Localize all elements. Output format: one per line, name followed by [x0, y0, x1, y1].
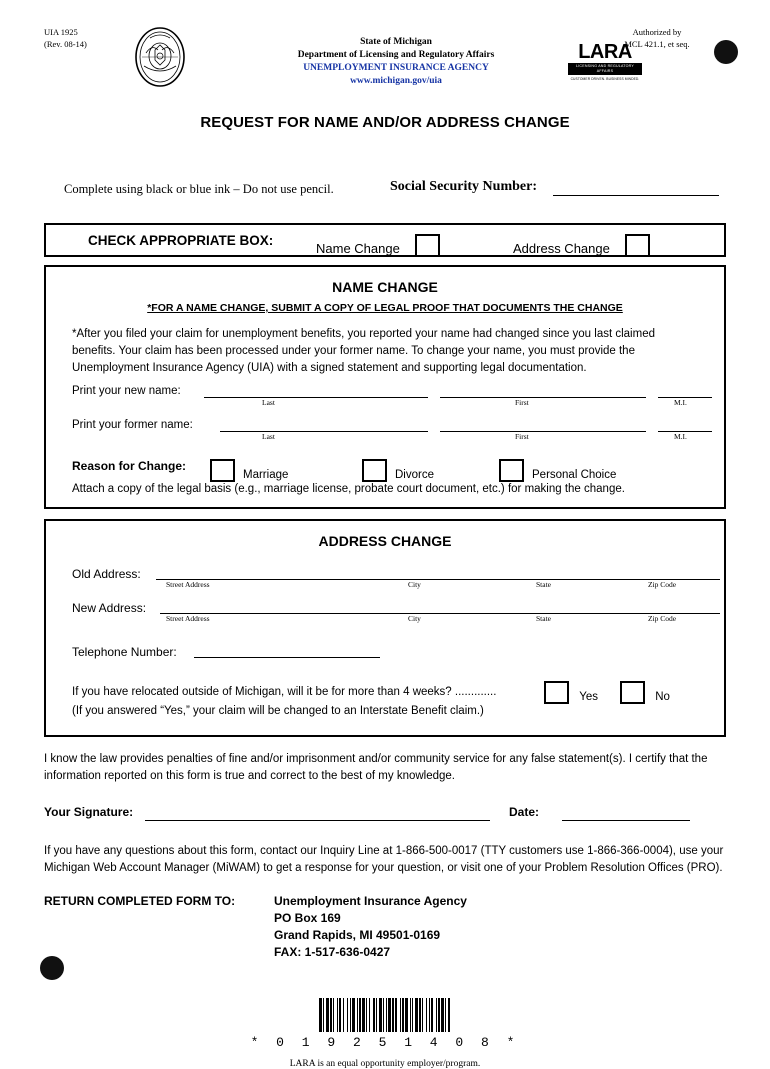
lara-tagline-1: LICENSING AND REGULATORY AFFAIRS [568, 63, 642, 75]
caption-last-2: Last [262, 432, 275, 441]
return-address-row [44, 893, 726, 961]
personal-choice-checkbox[interactable] [499, 459, 524, 482]
return-address-line-3: Grand Rapids, MI 49501-0169 [274, 928, 441, 942]
caption-first: First [515, 398, 529, 407]
barcode-icon [319, 998, 451, 1032]
reason-option-marriage[interactable] [210, 459, 288, 482]
agency-website[interactable]: www.michigan.gov/uia [350, 76, 442, 86]
scan-marker-bottom-left-icon [40, 956, 64, 980]
relocation-yes-checkbox[interactable] [544, 681, 569, 704]
relocation-question-row [72, 683, 710, 723]
address-change-section [44, 519, 726, 737]
form-number: UIA 1925 [44, 27, 78, 37]
caption-street-old: Street Address [166, 580, 210, 589]
new-name-last-input[interactable] [204, 397, 428, 398]
equal-opportunity-note: LARA is an equal opportunity employer/program. [289, 1059, 481, 1069]
instruction-row [0, 179, 770, 205]
old-address-row [72, 565, 710, 595]
ink-instruction: Complete using black or blue ink – Do not use pencil. [64, 182, 334, 196]
name-change-section [44, 265, 726, 509]
relocation-no-label: No [655, 691, 670, 703]
caption-first-2: First [515, 432, 529, 441]
relocation-yes-label: Yes [579, 691, 598, 703]
check-appropriate-box-section [44, 223, 726, 257]
new-address-input[interactable] [160, 613, 720, 614]
form-number-block [44, 26, 87, 50]
former-name-first-input[interactable] [440, 431, 646, 432]
former-name-row [72, 417, 710, 445]
telephone-label: Telephone Number: [72, 645, 177, 659]
telephone-row [72, 643, 710, 669]
reason-option-divorce[interactable] [362, 459, 434, 482]
divorce-checkbox[interactable] [362, 459, 387, 482]
signature-input[interactable] [145, 820, 490, 821]
reason-for-change-row [72, 455, 710, 481]
authorized-line-1: Authorized by [632, 27, 682, 37]
attach-legal-basis-note: Attach a copy of the legal basis (e.g., marriage license, probate court document, etc.) for making the change. [72, 483, 625, 495]
new-address-label: New Address: [72, 601, 147, 615]
state-seal-icon [132, 26, 188, 88]
address-change-checkbox[interactable] [625, 234, 650, 257]
return-address-line-4: FAX: 1-517-636-0427 [274, 945, 391, 959]
new-address-row [72, 599, 710, 629]
lara-tagline-2: CUSTOMER DRIVEN. BUSINESS MINDED. [570, 76, 640, 81]
return-address-line-2: PO Box 169 [274, 911, 341, 925]
return-address-line-1: Unemployment Insurance Agency [274, 894, 467, 908]
reason-option-personal-choice[interactable] [499, 459, 616, 482]
caption-state-new: State [536, 614, 551, 623]
signature-label: Your Signature: [44, 805, 134, 819]
lara-wordmark: LARA [578, 41, 632, 63]
caption-city-new: City [408, 614, 421, 623]
check-appropriate-prompt: CHECK APPROPRIATE BOX: [88, 233, 274, 248]
address-change-title: ADDRESS CHANGE [318, 533, 452, 549]
ssn-label: Social Security Number: [390, 179, 537, 194]
caption-street-new: Street Address [166, 614, 210, 623]
form-header [0, 0, 770, 92]
caption-zip-old: Zip Code [648, 580, 677, 589]
name-change-subtitle: *FOR A NAME CHANGE, SUBMIT A COPY OF LEGAL PROOF THAT DOCUMENTS THE CHANGE [147, 302, 623, 314]
caption-mi: M.I. [674, 398, 687, 407]
relocation-question: If you have relocated outside of Michigan, will it be for more than 4 weeks? ............. [72, 686, 497, 698]
old-address-input[interactable] [156, 579, 720, 580]
date-label: Date: [509, 805, 540, 819]
old-address-label: Old Address: [72, 567, 141, 581]
certification-text: I know the law provides penalties of fine and/or imprisonment and/or community service for any false statement(s). I certify that the information reported on this form is true and correct to the best of my knowledge. [44, 753, 708, 782]
state-line: State of Michigan [360, 37, 432, 47]
return-label: RETURN COMPLETED FORM TO: [44, 894, 236, 908]
marriage-checkbox[interactable] [210, 459, 235, 482]
barcode-number: * 0 1 9 2 5 1 4 0 8 * [250, 1035, 520, 1050]
personal-choice-label: Personal Choice [532, 469, 617, 481]
lara-logo [568, 42, 642, 82]
name-change-paragraph: *After you filed your claim for unemployment benefits, you reported your name had changed since you last claimed benefits. Your claim has been processed under your former name. To change your name, you must provide the Unemployment Insurance Agency (UIA) with a signed statement and supporting legal documentation. [72, 328, 655, 374]
former-name-last-input[interactable] [220, 431, 428, 432]
telephone-input[interactable] [194, 657, 380, 658]
name-change-checkbox[interactable] [415, 234, 440, 257]
agency-heading [236, 36, 556, 88]
relocation-no-option[interactable] [620, 681, 670, 706]
authorized-line-2: MCL 421.1, et seq. [624, 39, 690, 49]
reason-for-change-label: Reason for Change: [72, 459, 187, 473]
caption-city-old: City [408, 580, 421, 589]
new-name-row [72, 383, 710, 411]
agency-line: UNEMPLOYMENT INSURANCE AGENCY [303, 63, 489, 73]
signature-row [44, 805, 726, 829]
department-line: Department of Licensing and Regulatory Affairs [297, 50, 495, 60]
marriage-label: Marriage [243, 469, 289, 481]
new-name-label: Print your new name: [72, 385, 181, 397]
divorce-label: Divorce [395, 469, 434, 481]
address-change-option[interactable] [513, 234, 650, 257]
relocation-note: (If you answered “Yes,” your claim will be changed to an Interstate Benefit claim.) [72, 705, 484, 717]
form-revision: (Rev. 08-14) [44, 39, 87, 49]
caption-mi-2: M.I. [674, 432, 687, 441]
inquiry-text: If you have any questions about this form, contact our Inquiry Line at 1-866-500-0017 (TTY customers use 1-866-366-0004), use your Michigan Web Account Manager (MiWAM) to get a response for your question, or visit one of your Problem Resolution Offices (PRO). [44, 845, 724, 874]
page-title: REQUEST FOR NAME AND/OR ADDRESS CHANGE [200, 114, 570, 131]
former-name-label: Print your former name: [72, 419, 193, 431]
name-change-label: Name Change [316, 241, 400, 256]
scan-marker-top-right-icon [714, 40, 738, 64]
caption-last: Last [262, 398, 275, 407]
name-change-option[interactable] [316, 234, 440, 257]
barcode-area [0, 989, 770, 1050]
ssn-input-line[interactable] [553, 195, 719, 196]
name-change-title: NAME CHANGE [332, 279, 438, 295]
new-name-first-input[interactable] [440, 397, 646, 398]
return-address-block [274, 893, 726, 961]
date-input[interactable] [562, 820, 690, 821]
relocation-yes-option[interactable] [544, 681, 598, 706]
relocation-no-checkbox[interactable] [620, 681, 645, 704]
address-change-label: Address Change [513, 241, 610, 256]
caption-state-old: State [536, 580, 551, 589]
caption-zip-new: Zip Code [648, 614, 677, 623]
